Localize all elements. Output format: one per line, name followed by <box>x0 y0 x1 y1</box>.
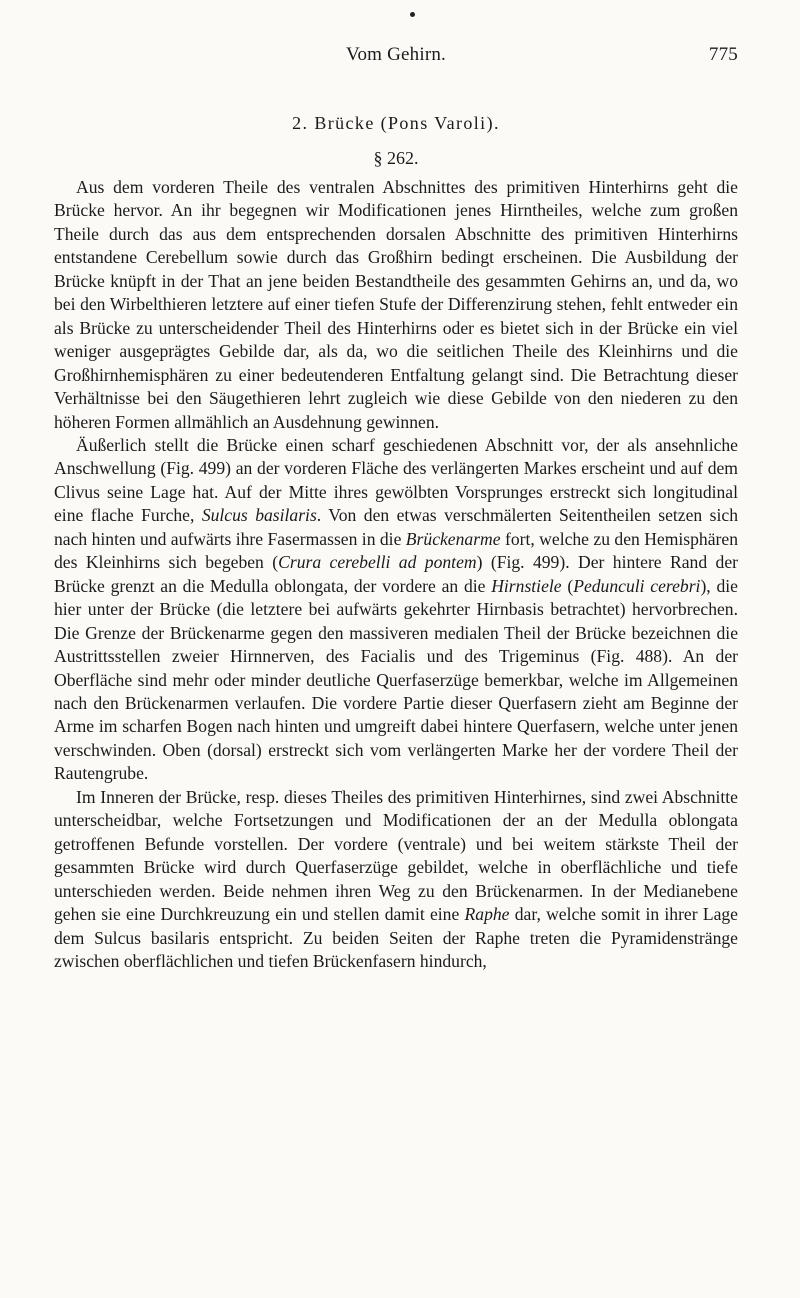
running-header <box>54 44 738 74</box>
italic-term: Raphe <box>464 904 510 925</box>
paragraph <box>54 434 738 786</box>
text-run: fort, welche zu den Hemisphären des Kleinhirns sich begeben ( <box>54 528 739 573</box>
italic-term: Pedunculi cerebri <box>573 575 701 596</box>
text-run: ( <box>561 575 574 596</box>
ink-dot <box>410 12 415 17</box>
body-text <box>54 176 738 973</box>
text-run: ), die hier unter der Brücke (die letztere bei aufwärts gekehrter Hirnbasis betrachtet) hervorbrechen. Die Grenze der Brückenarme gegen den massiveren medialen Theil der Brücke bezeichnen die Austrittsstellen zweier Hirnnerven, des Facialis und des Trigeminus (Fig. 488). An der Oberfläche sind mehr oder minder deutliche Querfaserzüge bemerkbar, welche im Allgemeinen nach den Brückenarmen verlaufen. Die vordere Partie dieser Querfasern zieht am Beginne der Arme im scharfen Bogen nach hinten und umgreift dabei hintere Querfasern, welche unter jenen verschwinden. Oben (dorsal) erstreckt sich vom verlängerten Marke her der vordere Theil der Rautengrube. <box>54 575 738 784</box>
text-run: Aus dem vorderen Theile des ventralen Abschnittes des primitiven Hinterhirns geht die Brücke hervor. An ihr begegnen wir Modificationen jenes Hirntheiles, welche zum großen Theile durch das aus dem entsprechenden dorsalen Abschnitte des primitiven Hinterhirns entstandene Cerebellum sowie durch das Großhirn bedingt erscheinen. Die Ausbildung der Brücke knüpft in der That an jene beiden Bestandtheile des gesammten Gehirns an, und da, wo bei den Wirbelthieren letztere auf einer tiefen Stufe der Differenzirung stehen, fehlt entweder ein als Brücke zu unterscheidender Theil des Hinterhirns oder es bietet sich in der Brücke ein viel weniger ausgeprägtes Gebilde dar, als da, wo die seitlichen Theile des Kleinhirns und die Großhirnhemisphären zu einer bedeutenderen Entfaltung gelangt sind. Die Betrachtung dieser Verhältnisse bei den Säugethieren lehrt zugleich wie diese Gebilde von den niederen zu den höheren Formen allmählich an Ausdehnung gewinnen. <box>54 177 738 432</box>
text-run: Im Inneren der Brücke, resp. dieses Theiles des primitiven Hinterhirnes, sind zwei Abschnitte unterscheidbar, welche Fortsetzungen und Modificationen der an der Medulla oblongata getroffenen Befunde vorstellen. Der vordere (ventrale) und bei weitem stärkste Theil der gesammten Brücke wird durch Querfaserzüge gebildet, welche in oberflächliche und tiefe unterschieden werden. Beide nehmen ihren Weg zu den Brückenarmen. In der Medianebene gehen sie eine Durchkreuzung ein und stellen damit eine <box>54 786 738 925</box>
text-run: . Von den etwas verschmälerten Seitentheilen setzen sich nach hinten und aufwärts ihre Fasermassen in die <box>54 505 738 549</box>
running-title: Vom Gehirn. <box>345 44 446 65</box>
paragraph <box>54 786 738 974</box>
italic-term: Hirnstiele <box>491 575 562 596</box>
italic-term: Crura cerebelli ad pontem <box>278 552 477 573</box>
paragraph <box>54 176 738 434</box>
text-run: ) (Fig. 499). Der hintere Rand der Brücke grenzt an die Medulla oblongata, der vordere an die <box>54 552 738 596</box>
italic-term: Sulcus basilaris <box>201 505 317 526</box>
italic-term: Brückenarme <box>405 528 501 549</box>
chapter-heading: 2. Brücke (Pons Varoli). <box>292 113 500 133</box>
page-number: 775 <box>708 44 738 65</box>
text-run: dar, welche somit in ihrer Lage dem Sulcus basilaris entspricht. Zu beiden Seiten der Raphe treten die Pyramidenstränge zwischen oberflächlichen und tiefen Brückenfasern hindurch, <box>54 904 738 971</box>
text-run: Äußerlich stellt die Brücke einen scharf geschiedenen Abschnitt vor, der als ansehnliche Anschwellung (Fig. 499) an der vorderen Fläche des verlängerten Markes erscheint und auf dem Clivus seine Lage hat. Auf der Mitte ihres gewölbten Vorsprunges erstreckt sich longitudinal eine flache Furche, <box>54 434 738 526</box>
section-number: § 262. <box>373 148 419 168</box>
